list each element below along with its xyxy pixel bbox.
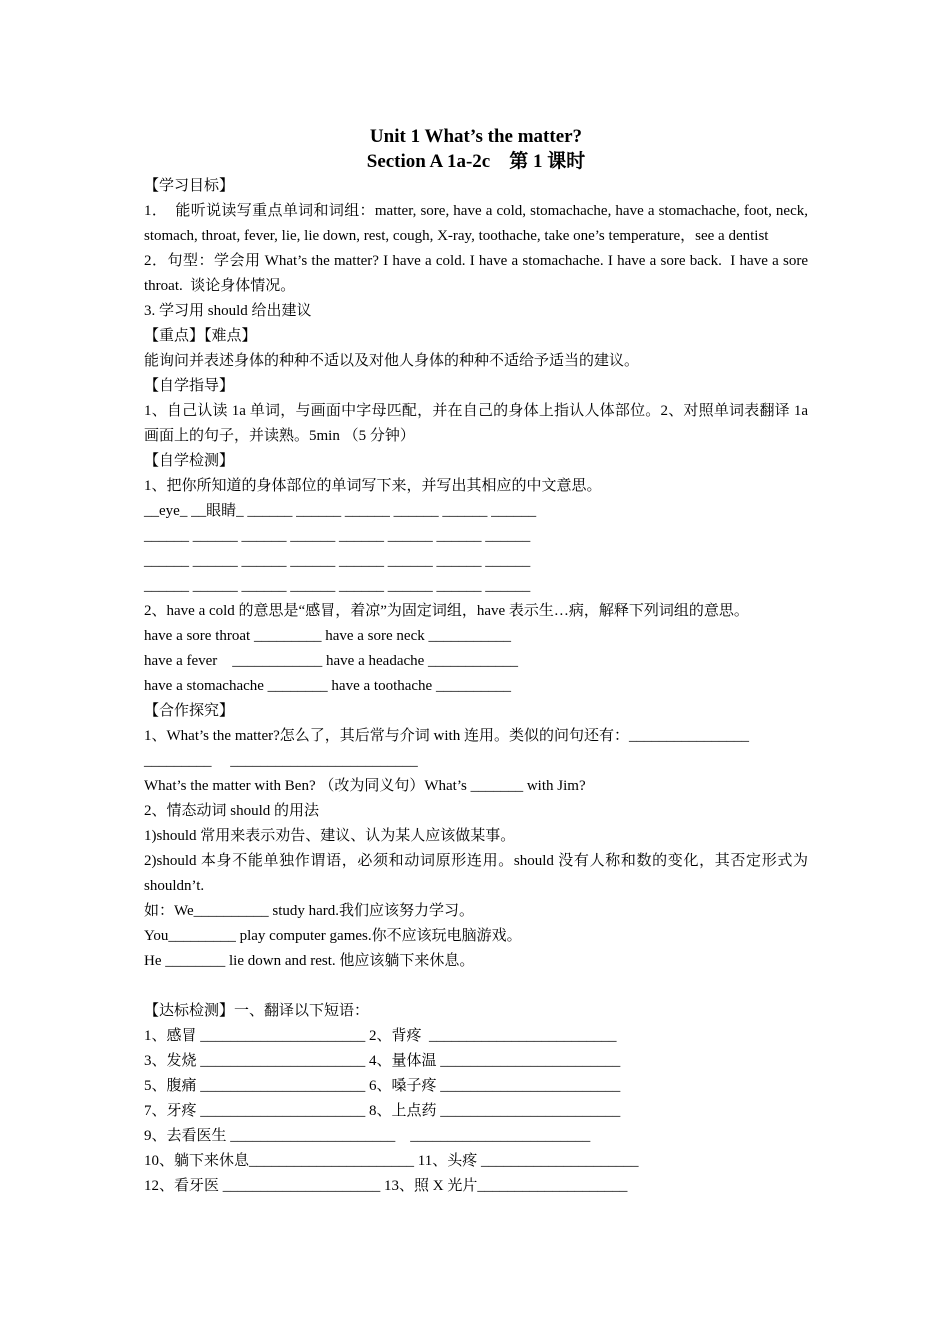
cooperation-item-1-example: What’s the matter with Ben? （改为同义句）What’s _______ with Jim? [144,778,586,794]
assessment-line: 10、躺下来休息______________________ 11、头疼 _____________________ [144,1153,639,1169]
assessment-heading: 【达标检测】一、翻译以下短语： [144,1003,370,1019]
cooperation-heading: 【合作探究】 [144,703,235,719]
assessment-line: 3、发烧 ______________________ 4、量体温 ________________________ [144,1053,621,1069]
blank-line: ______ ______ ______ ______ ______ ______ ______ ______ [144,528,531,544]
blank-line: ______ ______ ______ ______ ______ ______ ______ ______ [144,578,531,594]
objectives-heading: 【学习目标】 [144,178,235,194]
assessment-line: 12、看牙医 _____________________ 13、照 X 光片____________________ [144,1178,628,1194]
example-sentence: He ________ lie down and rest. 他应该躺下来休息。 [144,953,475,969]
blank-line: __eye_ __眼睛_ ______ ______ ______ ______ ______ ______ [144,503,537,519]
assessment-line: 5、腹痛 ______________________ 6、嗓子疼 ________________________ [144,1078,621,1094]
assessment-line: 9、去看医生 ______________________ ________________________ [144,1128,591,1144]
example-sentence: You_________ play computer games.你不应该玩电脑游戏。 [144,928,522,944]
assessment-line: 7、牙疼 ______________________ 8、上点药 ________________________ [144,1103,621,1119]
objectives-item-2: 2．句型：学会用 What’s the matter? I have a cold. I have a stomachache. I have a sore back. I have a sore throat. 谈论身体情况。 [144,253,812,294]
self-guide-text: 1、自己认读 1a 单词，与画面中字母匹配，并在自己的身体上指认人体部位。2、对照单词表翻译 1a 画面上的句子，并读熟。5min （5 分钟） [144,403,812,444]
cooperation-item-2b: 2)should 本身不能单独作谓语，必须和动词原形连用。should 没有人称和数的变化，其否定形式为 shouldn’t. [144,853,812,894]
blank-line: ______ ______ ______ ______ ______ ______ ______ ______ [144,553,531,569]
key-points-heading: 【重点】【难点】 [144,328,257,344]
objectives-item-1: 1． 能听说读写重点单词和词组：matter, sore, have a cold, stomachache, have a stomachache, foot, neck, stomach, throat, fever, lie, lie down, rest, cough, X-ray, toothache, take one’s temperature，see a dentist [144,203,812,244]
cooperation-item-2: 2、情态动词 should 的用法 [144,803,320,819]
objectives-item-3: 3. 学习用 should 给出建议 [144,303,312,319]
document-page [144,124,812,1199]
cooperation-item-1: 1、What’s the matter?怎么了，其后常与介词 with 连用。类似的问句还有：________________ [144,728,749,744]
cooperation-item-2a: 1)should 常用来表示劝告、建议、认为某人应该做某事。 [144,828,516,844]
spacer [144,974,808,999]
phrase-row: have a fever ____________ have a headache ____________ [144,653,519,669]
title-line-2: Section A 1a-2c 第 1 课时 [366,151,586,172]
example-sentence: 如：We__________ study hard.我们应该努力学习。 [144,903,475,919]
self-check-q1: 1、把你所知道的身体部位的单词写下来，并写出其相应的中文意思。 [144,478,602,494]
key-points-text: 能询问并表述身体的种种不适以及对他人身体的种种不适给予适当的建议。 [144,353,640,369]
title-line-1: Unit 1 What’s the matter? [369,126,583,147]
self-check-q2: 2、have a cold 的意思是“感冒，着凉”为固定词组，have 表示生…病，解释下列词组的意思。 [144,603,749,619]
cooperation-item-1-cont: _________ _________________________ [144,753,418,769]
phrase-row: have a sore throat _________ have a sore neck ___________ [144,628,511,644]
phrase-row: have a stomachache ________ have a toothache __________ [144,678,511,694]
self-guide-heading: 【自学指导】 [144,378,235,394]
self-check-heading: 【自学检测】 [144,453,235,469]
assessment-line: 1、感冒 ______________________ 2、背疼 _________________________ [144,1028,617,1044]
